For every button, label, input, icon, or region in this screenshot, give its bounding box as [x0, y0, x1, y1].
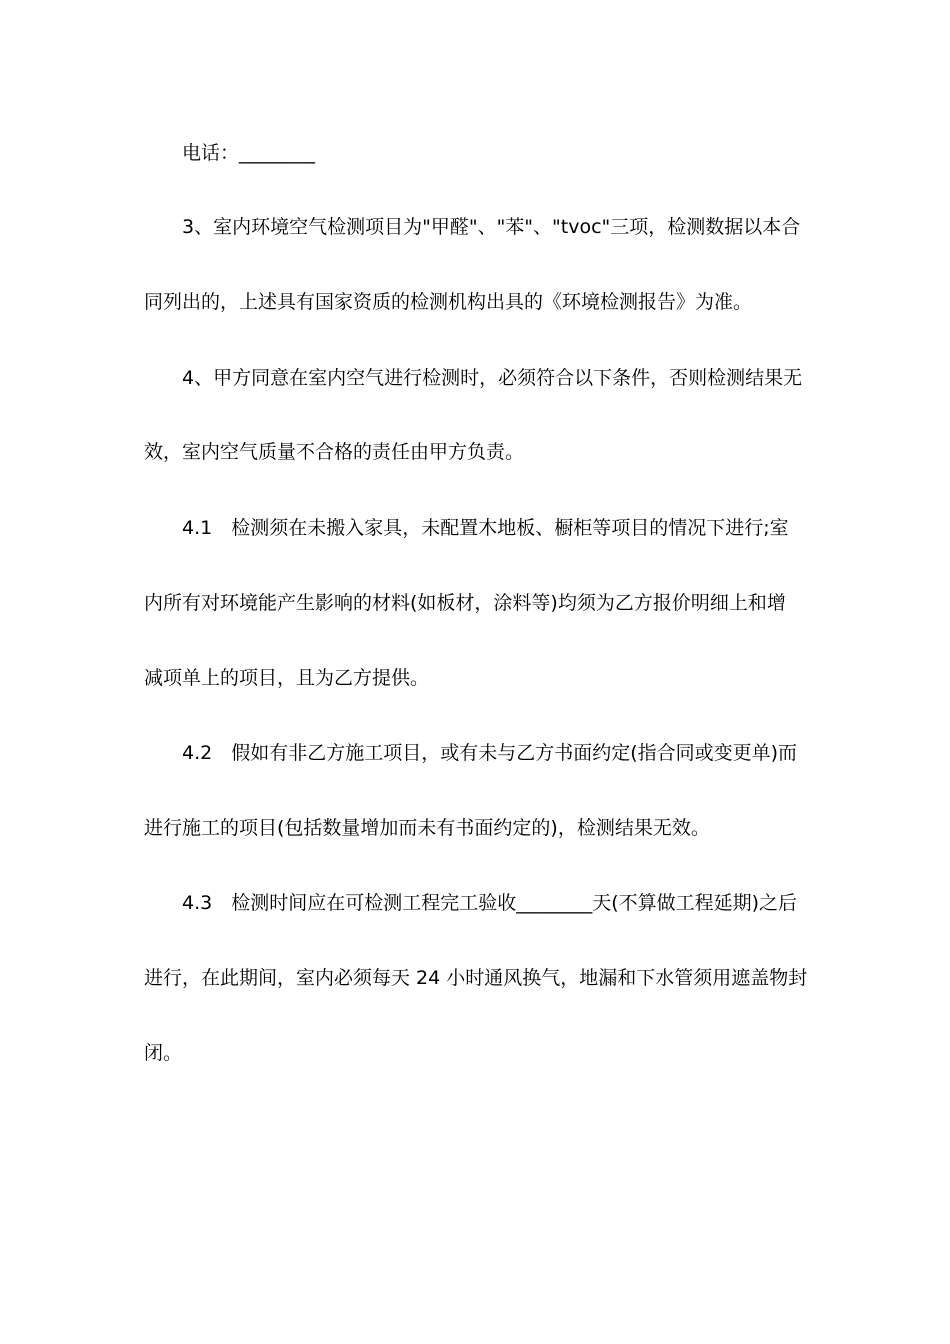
clause-4-1-line-1: 4.1 检测须在未搬入家具，未配置木地板、橱柜等项目的情况下进行;室	[182, 517, 789, 539]
clause-4-1-line-3: 减项单上的项目，且为乙方提供。	[144, 667, 430, 689]
phone-line: 电话：________	[182, 142, 316, 164]
clause-4-3-line-3: 闭。	[144, 1042, 183, 1064]
clause-4-line-1: 4、甲方同意在室内空气进行检测时，必须符合以下条件，否则检测结果无	[182, 367, 803, 389]
clause-4-3-line-2: 进行，在此期间，室内必须每天 24 小时通风换气，地漏和下水管须用遮盖物封	[144, 967, 808, 989]
clause-4-2-line-2: 进行施工的项目(包括数量增加而未有书面约定的)，检测结果无效。	[144, 817, 710, 839]
clause-3-line-2: 同列出的，上述具有国家资质的检测机构出具的《环境检测报告》为准。	[144, 291, 753, 313]
clause-3-line-1: 3、室内环境空气检测项目为"甲醛"、"苯"、"tvoc"三项，检测数据以本合	[182, 216, 801, 238]
clause-4-2-line-1: 4.2 假如有非乙方施工项目，或有未与乙方书面约定(指合同或变更单)而	[182, 742, 798, 764]
clause-4-3-line-1: 4.3 检测时间应在可检测工程完工验收________天(不算做工程延期)之后	[182, 892, 798, 914]
clause-4-1-line-2: 内所有对环境能产生影响的材料(如板材，涂料等)均须为乙方报价明细上和增	[144, 592, 786, 614]
clause-4-line-2: 效，室内空气质量不合格的责任由甲方负责。	[144, 441, 525, 463]
